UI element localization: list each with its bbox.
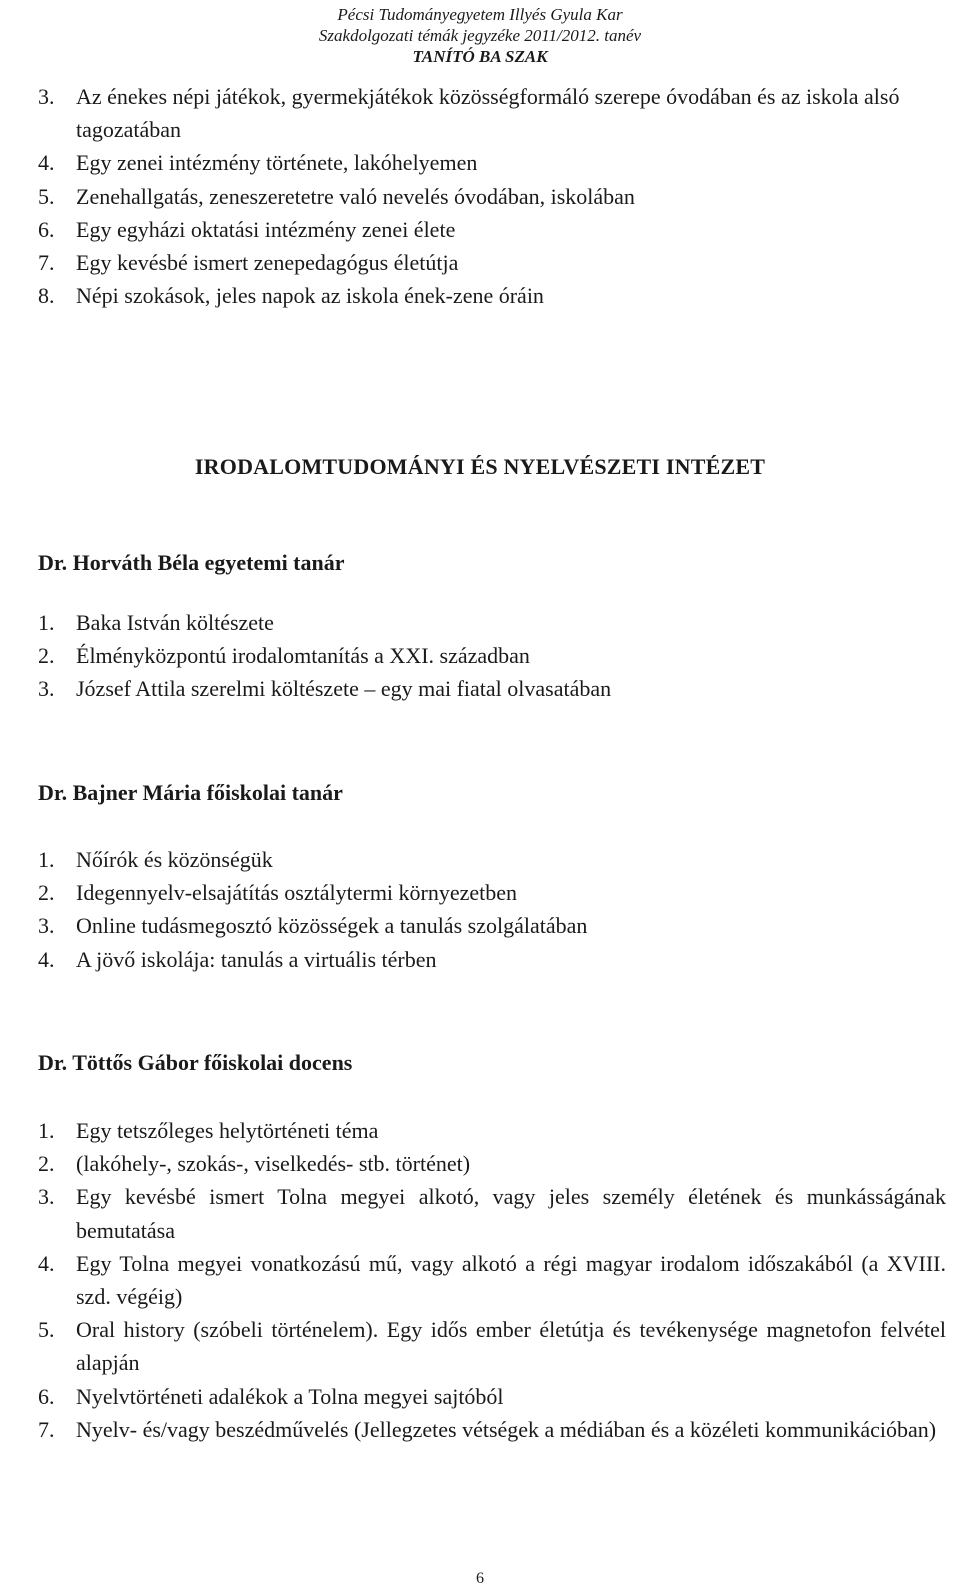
top-topic-list (38, 80, 946, 312)
supervisor-name: Dr. Horváth Béla egyetemi tanár (38, 550, 345, 575)
list-item: 2. (lakóhely-, szokás-, viselkedés- stb. történet) (38, 1151, 471, 1177)
list-item: 5. Zenehallgatás, zeneszeretetre való nevelés óvodában, iskolában (38, 183, 635, 209)
list-item: 5. Oral history (szóbeli történelem). Egy idős ember életútja és tevékenysége magnetofon felvétel alapján (38, 1317, 946, 1376)
list-item: 7. Nyelv- és/vagy beszédművelés (Jellegzetes vétségek a médiában és a közéleti kommunikációban) (38, 1416, 937, 1442)
list-item: 7. Egy kevésbé ismert zenepedagógus életútja (38, 250, 459, 276)
list-item: 1. Baka István költészete (38, 610, 274, 635)
supervisor-name: Dr. Bajner Mária főiskolai tanár (38, 780, 343, 805)
institute-heading: IRODALOMTUDOMÁNYI ÉS NYELVÉSZETI INTÉZET (194, 454, 766, 479)
list-item: 2. Idegennyelv-elsajátítás osztálytermi környezetben (38, 880, 518, 906)
supervisor-name: Dr. Töttős Gábor főiskolai docens (38, 1050, 353, 1075)
list-item: 3. Online tudásmegosztó közösségek a tanulás szolgálatában (38, 913, 588, 939)
list-item: 4. Egy Tolna megyei vonatkozású mű, vagy alkotó a régi magyar irodalom időszakából (a XVIII. szd. végéig) (38, 1250, 946, 1310)
page-number: 6 (476, 1570, 484, 1587)
list-item: 1. Nőírók és közönségük (38, 847, 273, 872)
topic-list (38, 1114, 946, 1446)
list-item: 3. Az énekes népi játékok, gyermekjátékok közösségformáló szerepe óvodában és az iskola alsó tagozatában (38, 84, 900, 143)
list-item: 3. Egy kevésbé ismert Tolna megyei alkotó, vagy jeles személy életének és munkásságának bemutatása (38, 1184, 946, 1243)
header-program: TANÍTÓ BA SZAK (412, 47, 548, 66)
page-header (0, 4, 960, 67)
list-item: 6. Nyelvtörténeti adalékok a Tolna megyei sajtóból (38, 1383, 504, 1409)
list-item: 3. József Attila szerelmi költészete – egy mai fiatal olvasatában (38, 676, 612, 702)
list-item: 8. Népi szokások, jeles napok az iskola ének-zene óráin (38, 283, 544, 309)
topic-list (38, 606, 946, 706)
header-document-title: Szakdolgozati témák jegyzéke 2011/2012. tanév (318, 26, 642, 45)
list-item: 4. Egy zenei intézmény története, lakóhelyemen (38, 150, 478, 176)
header-university: Pécsi Tudományegyetem Illyés Gyula Kar (337, 5, 623, 24)
topic-list (38, 843, 946, 976)
list-item: 2. Élményközpontú irodalomtanítás a XXI. században (38, 643, 530, 669)
list-item: 1. Egy tetszőleges helytörténeti téma (38, 1118, 379, 1143)
list-item: 4. A jövő iskolája: tanulás a virtuális térben (38, 946, 437, 972)
list-item: 6. Egy egyházi oktatási intézmény zenei élete (38, 216, 456, 242)
